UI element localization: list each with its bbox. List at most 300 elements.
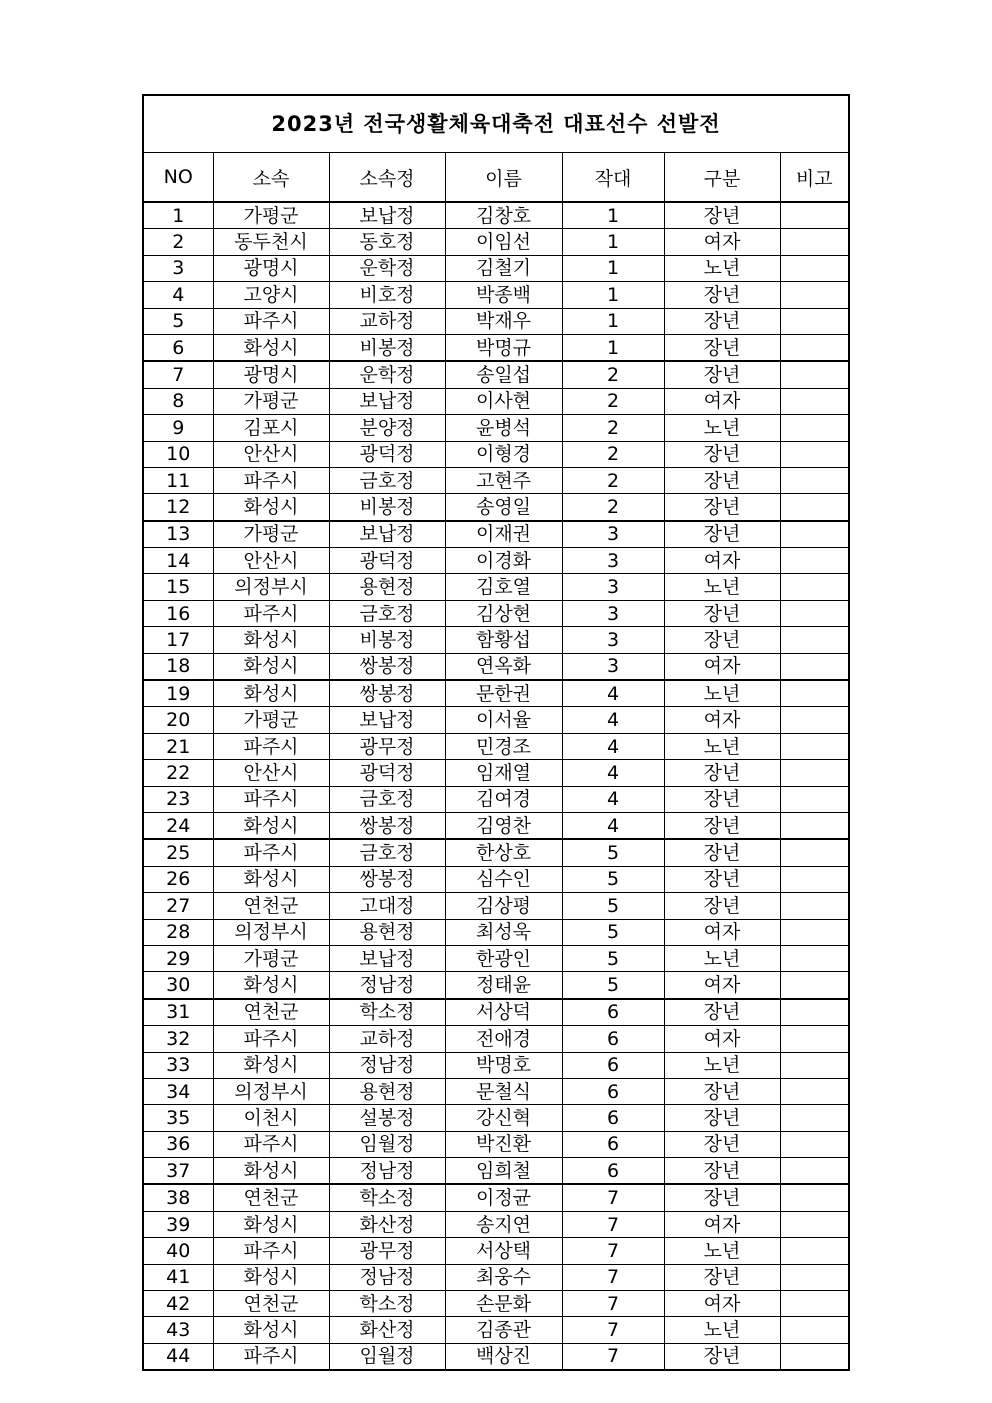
cell-affiliation: 화성시: [213, 1317, 329, 1343]
cell-division: 여자: [664, 548, 780, 574]
cell-squad: 5: [562, 919, 664, 945]
table-row: [144, 999, 848, 1026]
table-row: [144, 548, 848, 574]
table-row: [144, 441, 848, 467]
cell-no: 7: [144, 361, 213, 388]
cell-name: 함황섭: [445, 627, 562, 653]
cell-division: 여자: [664, 388, 780, 414]
cell-squad: 5: [562, 945, 664, 971]
cell-remarks: [780, 255, 848, 281]
cell-remarks: [780, 1343, 848, 1369]
cell-name: 박명규: [445, 334, 562, 361]
cell-division: 장년: [664, 1158, 780, 1185]
cell-no: 26: [144, 866, 213, 892]
cell-club: 광덕정: [329, 441, 445, 467]
cell-no: 6: [144, 334, 213, 361]
cell-remarks: [780, 1264, 848, 1290]
cell-squad: 1: [562, 255, 664, 281]
cell-no: 36: [144, 1131, 213, 1157]
cell-name: 한상호: [445, 839, 562, 866]
cell-name: 김창호: [445, 202, 562, 229]
roster-sheet: [142, 94, 850, 1371]
table-row: [144, 893, 848, 919]
cell-name: 송영일: [445, 494, 562, 521]
cell-name: 윤병석: [445, 415, 562, 441]
cell-remarks: [780, 202, 848, 229]
cell-squad: 5: [562, 866, 664, 892]
cell-squad: 2: [562, 388, 664, 414]
cell-remarks: [780, 1105, 848, 1131]
cell-no: 12: [144, 494, 213, 521]
cell-squad: 4: [562, 733, 664, 759]
cell-affiliation: 안산시: [213, 441, 329, 467]
cell-affiliation: 파주시: [213, 1131, 329, 1157]
cell-club: 광무정: [329, 733, 445, 759]
document-title: 2023년 전국생활체육대축전 대표선수 선발전: [144, 96, 848, 153]
cell-squad: 2: [562, 415, 664, 441]
cell-division: 여자: [664, 919, 780, 945]
cell-affiliation: 화성시: [213, 1264, 329, 1290]
cell-remarks: [780, 1131, 848, 1157]
cell-no: 21: [144, 733, 213, 759]
cell-name: 이재권: [445, 521, 562, 548]
cell-division: 노년: [664, 255, 780, 281]
cell-squad: 1: [562, 282, 664, 308]
table-row: [144, 574, 848, 600]
cell-no: 18: [144, 653, 213, 680]
cell-remarks: [780, 574, 848, 600]
table-row: [144, 812, 848, 839]
table-row: [144, 1238, 848, 1264]
cell-club: 용현정: [329, 919, 445, 945]
table-row: [144, 1131, 848, 1157]
cell-remarks: [780, 653, 848, 680]
cell-division: 노년: [664, 415, 780, 441]
cell-squad: 5: [562, 972, 664, 999]
cell-name: 최성욱: [445, 919, 562, 945]
cell-division: 장년: [664, 999, 780, 1026]
table-body: [144, 202, 848, 1369]
cell-squad: 7: [562, 1238, 664, 1264]
table-row: [144, 229, 848, 255]
cell-club: 금호정: [329, 467, 445, 493]
cell-name: 송일섭: [445, 361, 562, 388]
table-row: [144, 361, 848, 388]
cell-affiliation: 파주시: [213, 308, 329, 334]
cell-club: 쌍봉정: [329, 653, 445, 680]
cell-affiliation: 화성시: [213, 1211, 329, 1237]
cell-affiliation: 화성시: [213, 627, 329, 653]
cell-name: 강신혁: [445, 1105, 562, 1131]
cell-affiliation: 화성시: [213, 812, 329, 839]
cell-name: 박진환: [445, 1131, 562, 1157]
cell-division: 장년: [664, 521, 780, 548]
cell-remarks: [780, 733, 848, 759]
cell-remarks: [780, 361, 848, 388]
cell-club: 보납정: [329, 945, 445, 971]
cell-club: 화산정: [329, 1317, 445, 1343]
cell-club: 용현정: [329, 1078, 445, 1104]
cell-no: 31: [144, 999, 213, 1026]
table-row: [144, 1184, 848, 1211]
cell-no: 27: [144, 893, 213, 919]
cell-squad: 4: [562, 812, 664, 839]
cell-squad: 4: [562, 786, 664, 812]
cell-division: 장년: [664, 1105, 780, 1131]
cell-remarks: [780, 707, 848, 733]
cell-squad: 2: [562, 467, 664, 493]
cell-name: 한광인: [445, 945, 562, 971]
cell-remarks: [780, 1211, 848, 1237]
cell-club: 보납정: [329, 521, 445, 548]
cell-division: 장년: [664, 1184, 780, 1211]
table-row: [144, 494, 848, 521]
table-row: [144, 1317, 848, 1343]
cell-remarks: [780, 494, 848, 521]
cell-club: 보납정: [329, 202, 445, 229]
cell-name: 이서율: [445, 707, 562, 733]
cell-remarks: [780, 1291, 848, 1317]
table-row: [144, 919, 848, 945]
cell-name: 전애경: [445, 1026, 562, 1052]
table-row: [144, 866, 848, 892]
cell-affiliation: 가평군: [213, 521, 329, 548]
cell-no: 38: [144, 1184, 213, 1211]
cell-name: 김상현: [445, 600, 562, 626]
cell-name: 김영찬: [445, 812, 562, 839]
cell-name: 고현주: [445, 467, 562, 493]
cell-no: 25: [144, 839, 213, 866]
table-row: [144, 1078, 848, 1104]
cell-name: 임재열: [445, 760, 562, 786]
cell-no: 5: [144, 308, 213, 334]
cell-affiliation: 이천시: [213, 1105, 329, 1131]
cell-affiliation: 파주시: [213, 733, 329, 759]
cell-club: 쌍봉정: [329, 680, 445, 707]
cell-remarks: [780, 999, 848, 1026]
cell-affiliation: 파주시: [213, 1238, 329, 1264]
roster-table: [144, 153, 848, 1369]
cell-remarks: [780, 972, 848, 999]
cell-division: 장년: [664, 308, 780, 334]
cell-no: 32: [144, 1026, 213, 1052]
cell-squad: 6: [562, 1131, 664, 1157]
cell-no: 1: [144, 202, 213, 229]
table-row: [144, 1291, 848, 1317]
cell-name: 박재우: [445, 308, 562, 334]
cell-affiliation: 화성시: [213, 1052, 329, 1078]
cell-squad: 3: [562, 548, 664, 574]
cell-squad: 7: [562, 1343, 664, 1369]
table-header-row: [144, 153, 848, 202]
cell-remarks: [780, 388, 848, 414]
cell-division: 여자: [664, 972, 780, 999]
cell-remarks: [780, 760, 848, 786]
table-row: [144, 945, 848, 971]
cell-affiliation: 연천군: [213, 1184, 329, 1211]
cell-club: 광덕정: [329, 760, 445, 786]
cell-remarks: [780, 839, 848, 866]
cell-remarks: [780, 866, 848, 892]
cell-club: 학소정: [329, 1184, 445, 1211]
cell-name: 이정균: [445, 1184, 562, 1211]
cell-remarks: [780, 282, 848, 308]
cell-club: 화산정: [329, 1211, 445, 1237]
table-row: [144, 1026, 848, 1052]
cell-squad: 3: [562, 653, 664, 680]
cell-affiliation: 광명시: [213, 361, 329, 388]
cell-no: 15: [144, 574, 213, 600]
cell-name: 김여경: [445, 786, 562, 812]
table-row: [144, 202, 848, 229]
table-row: [144, 600, 848, 626]
cell-division: 장년: [664, 334, 780, 361]
table-row: [144, 839, 848, 866]
column-header-division: 구분: [664, 153, 780, 202]
cell-division: 장년: [664, 1343, 780, 1369]
cell-division: 장년: [664, 760, 780, 786]
cell-remarks: [780, 467, 848, 493]
cell-remarks: [780, 308, 848, 334]
cell-name: 박종백: [445, 282, 562, 308]
table-row: [144, 388, 848, 414]
cell-affiliation: 동두천시: [213, 229, 329, 255]
cell-affiliation: 의정부시: [213, 574, 329, 600]
cell-division: 여자: [664, 653, 780, 680]
cell-affiliation: 화성시: [213, 334, 329, 361]
cell-squad: 6: [562, 1078, 664, 1104]
cell-division: 장년: [664, 1264, 780, 1290]
cell-affiliation: 화성시: [213, 1158, 329, 1185]
table-row: [144, 707, 848, 733]
column-header-affiliation: 소속: [213, 153, 329, 202]
cell-club: 쌍봉정: [329, 812, 445, 839]
cell-remarks: [780, 1052, 848, 1078]
cell-affiliation: 고양시: [213, 282, 329, 308]
cell-division: 노년: [664, 945, 780, 971]
table-row: [144, 786, 848, 812]
cell-division: 장년: [664, 786, 780, 812]
cell-affiliation: 연천군: [213, 1291, 329, 1317]
cell-no: 9: [144, 415, 213, 441]
cell-name: 김호열: [445, 574, 562, 600]
cell-affiliation: 파주시: [213, 786, 329, 812]
cell-club: 용현정: [329, 574, 445, 600]
cell-remarks: [780, 945, 848, 971]
cell-squad: 1: [562, 308, 664, 334]
cell-division: 여자: [664, 707, 780, 733]
cell-remarks: [780, 680, 848, 707]
cell-affiliation: 화성시: [213, 653, 329, 680]
cell-name: 서상덕: [445, 999, 562, 1026]
table-row: [144, 1052, 848, 1078]
table-row: [144, 1211, 848, 1237]
cell-club: 정남정: [329, 1158, 445, 1185]
cell-division: 여자: [664, 1211, 780, 1237]
cell-affiliation: 파주시: [213, 1026, 329, 1052]
table-row: [144, 334, 848, 361]
cell-no: 10: [144, 441, 213, 467]
cell-division: 노년: [664, 1317, 780, 1343]
cell-division: 장년: [664, 893, 780, 919]
cell-name: 심수인: [445, 866, 562, 892]
table-row: [144, 733, 848, 759]
cell-no: 11: [144, 467, 213, 493]
cell-name: 연옥화: [445, 653, 562, 680]
cell-squad: 3: [562, 521, 664, 548]
cell-division: 장년: [664, 1078, 780, 1104]
cell-division: 장년: [664, 1131, 780, 1157]
cell-affiliation: 화성시: [213, 494, 329, 521]
cell-club: 비봉정: [329, 334, 445, 361]
table-row: [144, 1158, 848, 1185]
cell-squad: 1: [562, 229, 664, 255]
cell-club: 정남정: [329, 1052, 445, 1078]
cell-club: 금호정: [329, 600, 445, 626]
cell-affiliation: 파주시: [213, 839, 329, 866]
cell-club: 설봉정: [329, 1105, 445, 1131]
table-row: [144, 760, 848, 786]
cell-squad: 7: [562, 1264, 664, 1290]
cell-name: 문한권: [445, 680, 562, 707]
cell-squad: 7: [562, 1211, 664, 1237]
table-row: [144, 627, 848, 653]
table-row: [144, 255, 848, 281]
cell-club: 보납정: [329, 707, 445, 733]
table-row: [144, 680, 848, 707]
cell-name: 최웅수: [445, 1264, 562, 1290]
cell-club: 비봉정: [329, 494, 445, 521]
cell-affiliation: 파주시: [213, 1343, 329, 1369]
cell-affiliation: 안산시: [213, 548, 329, 574]
cell-remarks: [780, 441, 848, 467]
cell-remarks: [780, 1238, 848, 1264]
cell-name: 문철식: [445, 1078, 562, 1104]
cell-remarks: [780, 600, 848, 626]
cell-squad: 7: [562, 1317, 664, 1343]
cell-no: 4: [144, 282, 213, 308]
column-header-no: NO: [144, 153, 213, 202]
cell-club: 비호정: [329, 282, 445, 308]
cell-no: 43: [144, 1317, 213, 1343]
cell-affiliation: 화성시: [213, 972, 329, 999]
cell-remarks: [780, 334, 848, 361]
cell-affiliation: 의정부시: [213, 1078, 329, 1104]
cell-affiliation: 파주시: [213, 600, 329, 626]
table-row: [144, 282, 848, 308]
cell-name: 김철기: [445, 255, 562, 281]
cell-name: 이임선: [445, 229, 562, 255]
cell-remarks: [780, 1184, 848, 1211]
cell-division: 노년: [664, 1052, 780, 1078]
cell-division: 장년: [664, 494, 780, 521]
cell-division: 장년: [664, 812, 780, 839]
cell-division: 노년: [664, 574, 780, 600]
cell-name: 김종관: [445, 1317, 562, 1343]
cell-club: 정남정: [329, 972, 445, 999]
cell-division: 여자: [664, 229, 780, 255]
column-header-squad: 작대: [562, 153, 664, 202]
cell-division: 여자: [664, 1026, 780, 1052]
cell-squad: 3: [562, 600, 664, 626]
cell-remarks: [780, 1026, 848, 1052]
cell-division: 장년: [664, 467, 780, 493]
cell-remarks: [780, 548, 848, 574]
cell-club: 금호정: [329, 839, 445, 866]
cell-affiliation: 가평군: [213, 202, 329, 229]
cell-no: 28: [144, 919, 213, 945]
cell-affiliation: 김포시: [213, 415, 329, 441]
cell-name: 백상진: [445, 1343, 562, 1369]
cell-remarks: [780, 229, 848, 255]
cell-no: 42: [144, 1291, 213, 1317]
column-header-name: 이름: [445, 153, 562, 202]
cell-no: 17: [144, 627, 213, 653]
cell-no: 19: [144, 680, 213, 707]
cell-remarks: [780, 521, 848, 548]
cell-club: 금호정: [329, 786, 445, 812]
cell-club: 고대정: [329, 893, 445, 919]
cell-no: 2: [144, 229, 213, 255]
cell-club: 동호정: [329, 229, 445, 255]
cell-remarks: [780, 786, 848, 812]
cell-squad: 7: [562, 1184, 664, 1211]
cell-squad: 7: [562, 1291, 664, 1317]
table-row: [144, 1264, 848, 1290]
cell-squad: 3: [562, 574, 664, 600]
cell-no: 16: [144, 600, 213, 626]
cell-club: 교하정: [329, 1026, 445, 1052]
cell-division: 장년: [664, 441, 780, 467]
cell-name: 김상평: [445, 893, 562, 919]
cell-remarks: [780, 1078, 848, 1104]
cell-squad: 2: [562, 361, 664, 388]
table-row: [144, 308, 848, 334]
cell-squad: 4: [562, 680, 664, 707]
cell-squad: 3: [562, 627, 664, 653]
cell-no: 14: [144, 548, 213, 574]
cell-club: 운학정: [329, 361, 445, 388]
table-row: [144, 653, 848, 680]
cell-remarks: [780, 812, 848, 839]
cell-squad: 6: [562, 1026, 664, 1052]
cell-no: 24: [144, 812, 213, 839]
table-row: [144, 1343, 848, 1369]
cell-affiliation: 파주시: [213, 467, 329, 493]
cell-no: 30: [144, 972, 213, 999]
cell-remarks: [780, 1317, 848, 1343]
column-header-club: 소속정: [329, 153, 445, 202]
table-row: [144, 415, 848, 441]
cell-affiliation: 가평군: [213, 945, 329, 971]
cell-club: 쌍봉정: [329, 866, 445, 892]
cell-no: 3: [144, 255, 213, 281]
cell-squad: 5: [562, 839, 664, 866]
cell-name: 이경화: [445, 548, 562, 574]
cell-name: 박명호: [445, 1052, 562, 1078]
cell-no: 41: [144, 1264, 213, 1290]
cell-club: 광무정: [329, 1238, 445, 1264]
cell-remarks: [780, 415, 848, 441]
cell-name: 이사현: [445, 388, 562, 414]
cell-club: 비봉정: [329, 627, 445, 653]
cell-affiliation: 안산시: [213, 760, 329, 786]
cell-affiliation: 화성시: [213, 680, 329, 707]
cell-no: 40: [144, 1238, 213, 1264]
column-header-remarks: 비고: [780, 153, 848, 202]
cell-division: 노년: [664, 680, 780, 707]
cell-squad: 4: [562, 760, 664, 786]
